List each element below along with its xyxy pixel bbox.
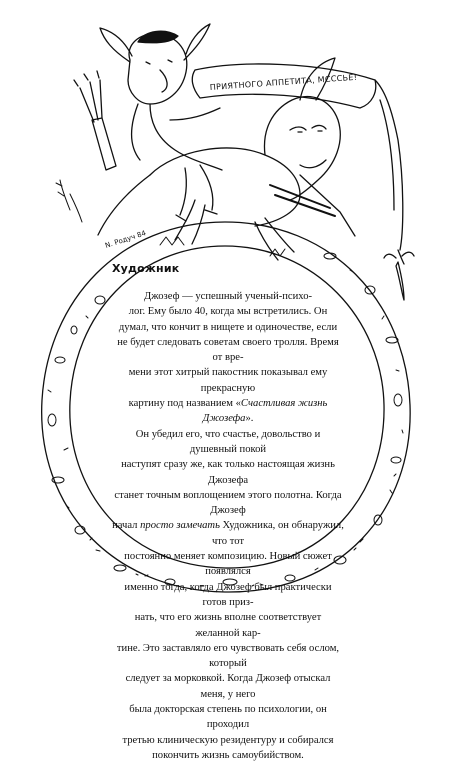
text-line: тине. Это заставляло его чувствовать себя ослом, который xyxy=(116,642,340,670)
troll-figure xyxy=(74,24,222,221)
painting-title: Счастливая жизнь Джозефа xyxy=(202,398,328,425)
text-line: постоянно меняет композицию. Новый сюжет появлялся xyxy=(124,551,332,578)
text-line: ». xyxy=(245,413,254,425)
text-line: картину под названием « xyxy=(128,398,241,410)
text-line: Он убедил его, что счастье, довольство и душевный покой xyxy=(135,428,321,455)
text-line: нать, что его жизнь вполне соответствует желанной кар- xyxy=(134,612,322,639)
text-line: лог. Ему было 40, когда мы встретились. Он xyxy=(128,306,328,318)
artist-signature: N. Родуч 84 xyxy=(104,229,147,250)
text-line: не будет следовать советам своего тролля. Время от вре- xyxy=(117,336,339,364)
chapter-text-block xyxy=(112,262,344,763)
text-line: Художника, он обнаружил, что тот xyxy=(211,520,344,547)
text-line: мени этот хитрый пакостник показывал ему прекрасную xyxy=(128,367,328,394)
text-line: станет точным воплощением этого полотна. Когда Джозеф xyxy=(114,489,342,517)
text-line: именно тогда, когда Джозеф был практически готов приз- xyxy=(124,581,332,608)
banner-text: ПРИЯТНОГО АППЕТИТА, МСССЬЕ! xyxy=(209,72,358,92)
text-line: покончить жизнь самоубийством. xyxy=(152,749,304,761)
text-line: Джозеф — успешный ученый-психо- xyxy=(143,291,313,302)
text-line: была докторская степень по психологии, он проходил xyxy=(129,704,327,731)
text-line: третью клиническую резидентуру и собирался xyxy=(122,734,334,746)
text-line: наступят сразу же, как только настоящая жизнь Джозефа xyxy=(121,459,335,486)
carrot-on-stick xyxy=(384,250,414,300)
chapter-paragraph xyxy=(112,289,344,763)
chapter-title: Художник xyxy=(112,262,180,275)
emphasis-just-notice: просто замечать xyxy=(140,520,220,532)
text-line: думал, что кончит в нищете и одиночестве, если xyxy=(118,321,338,333)
text-line: начал xyxy=(112,520,141,532)
text-line: следует за морковкой. Когда Джозеф отыскал меня, у него xyxy=(125,673,331,700)
side-twigs xyxy=(56,180,82,222)
